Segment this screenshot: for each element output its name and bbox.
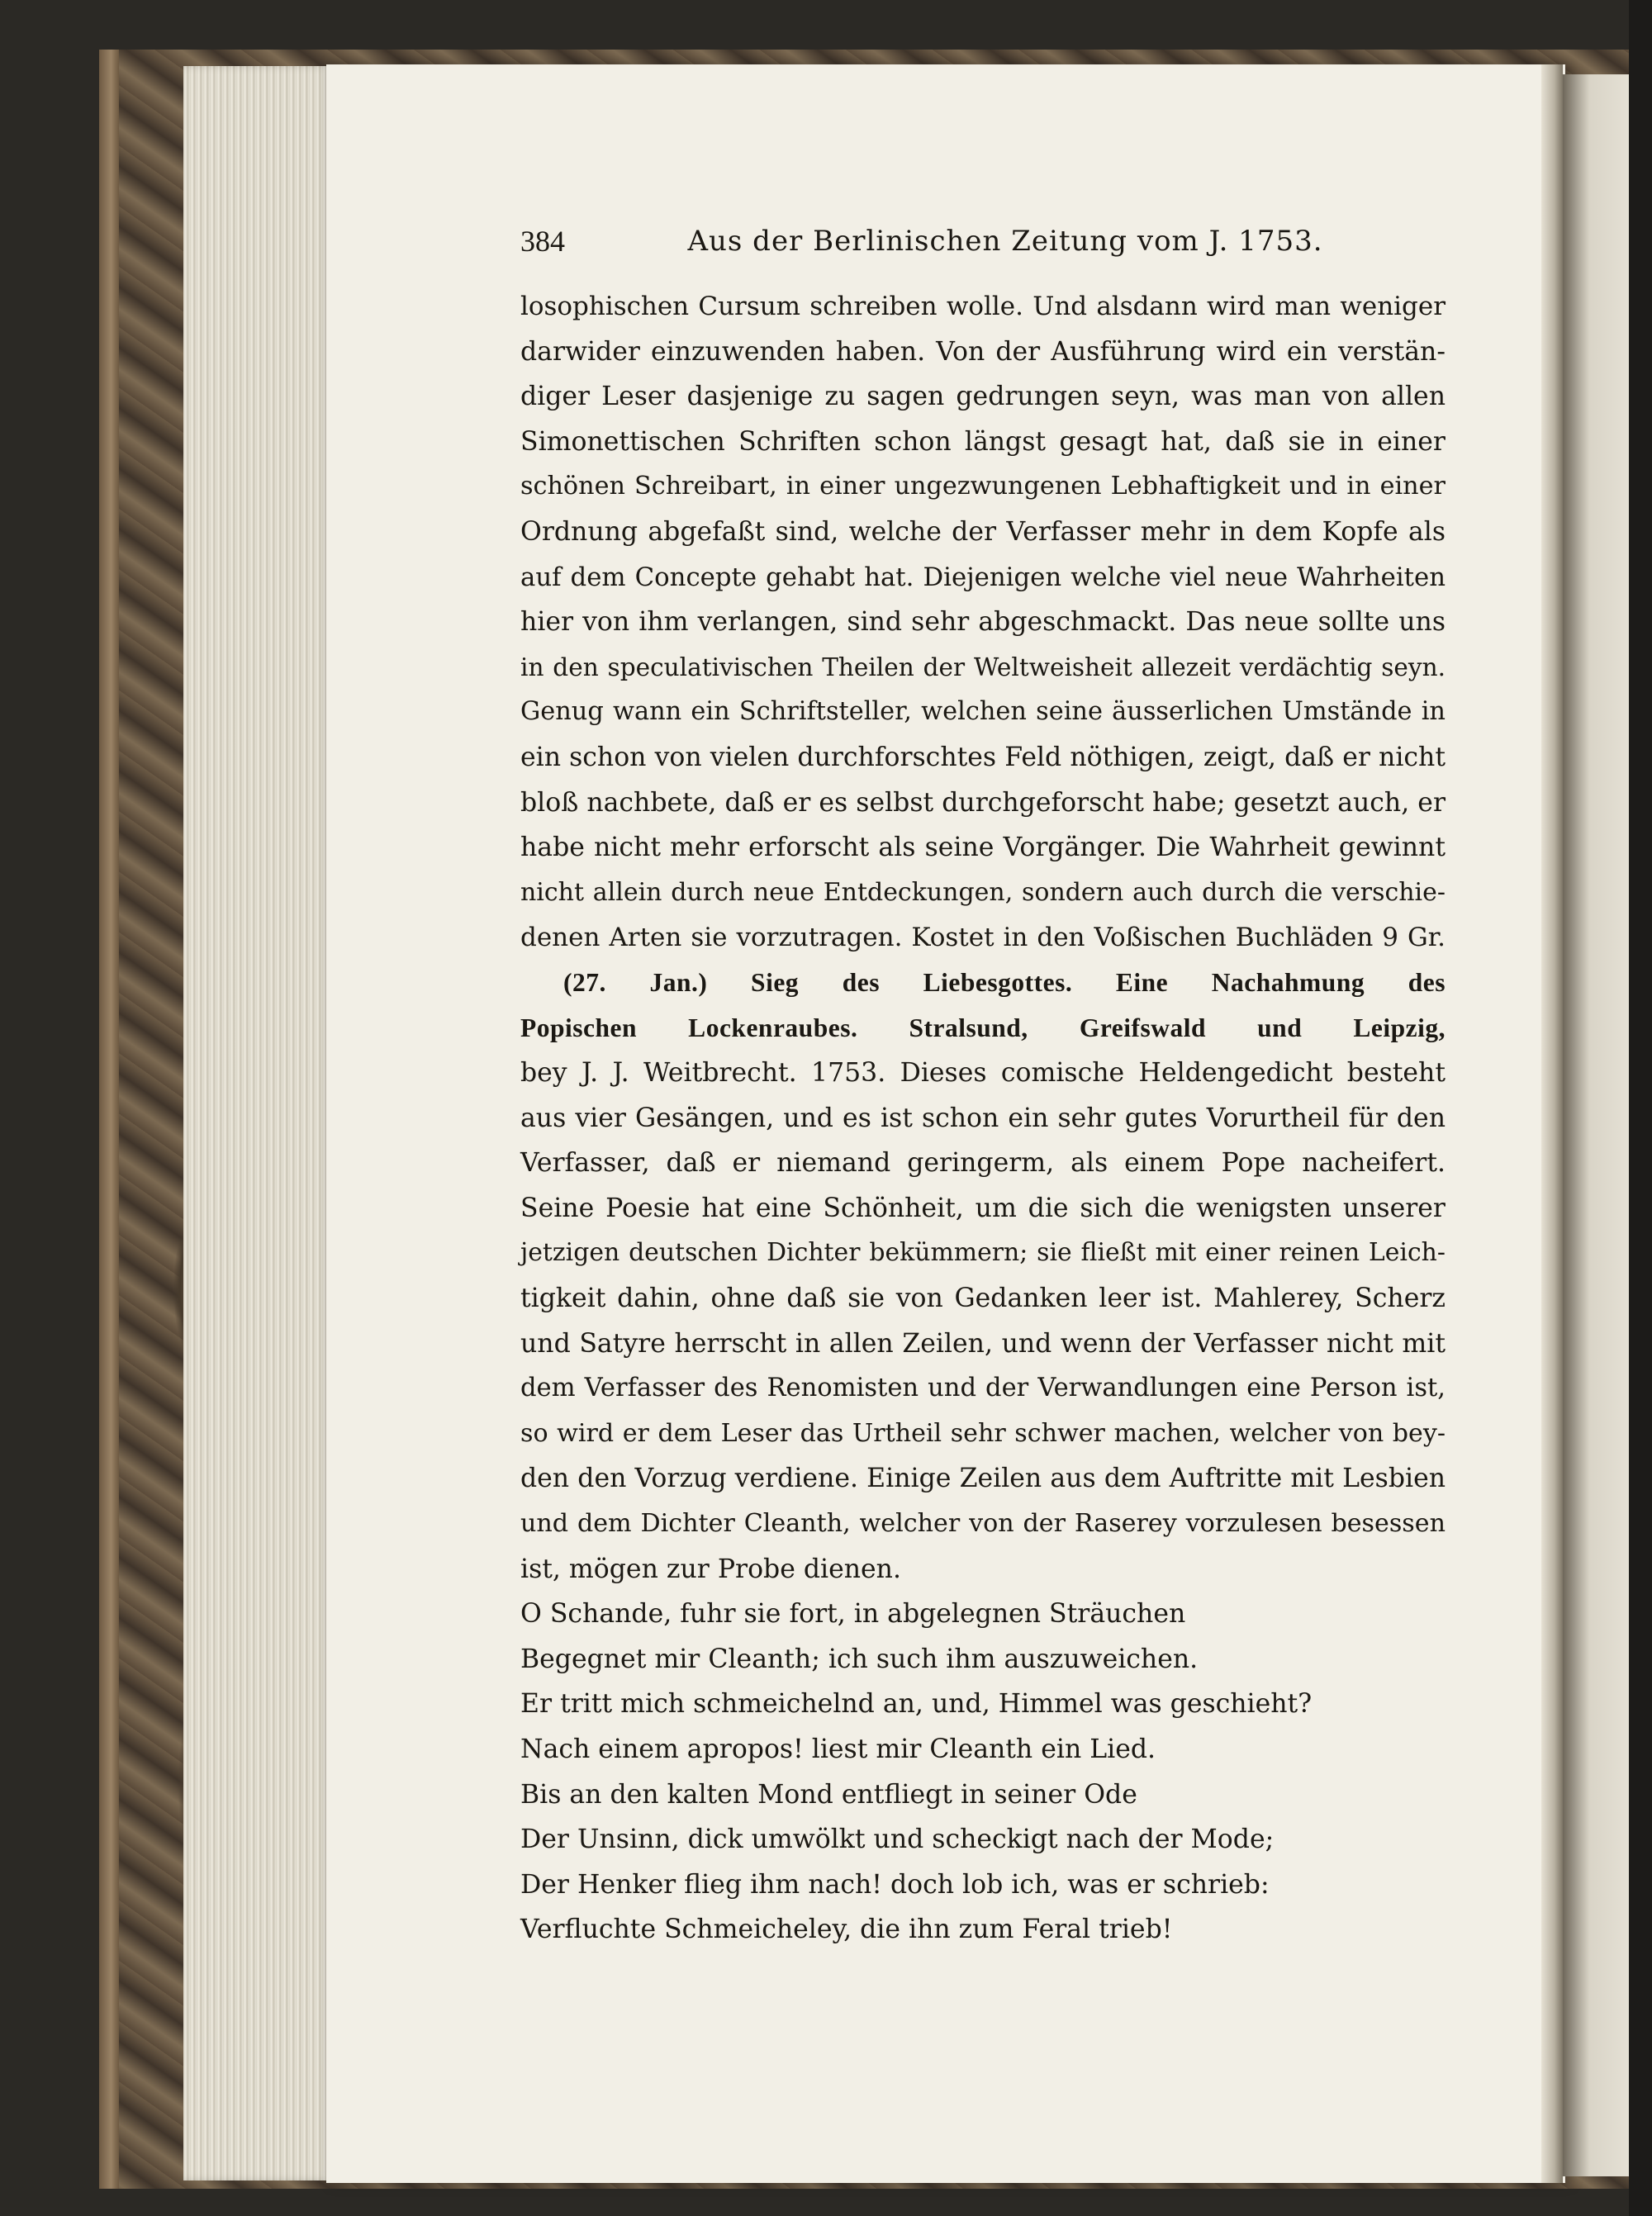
text-line: jetzigen deutschen Dichter bekümmern; sie fließt mit einer reinen Leich- — [520, 1238, 1446, 1268]
text-line: in den speculativischen Theilen der Weltweisheit allezeit verdächtig seyn. — [520, 652, 1446, 681]
text-line: dem Verfasser des Renomisten und der Verwandlungen eine Person ist, — [520, 1374, 1446, 1403]
running-title: Aus der Berlinischen Zeitung vom J. 1753. — [687, 225, 1323, 258]
text-line: bey J. J. Weitbrecht. 1753. Dieses comische Heldengedicht besteht — [520, 1058, 1446, 1089]
verse-line: Nach einem apropos! liest mir Cleanth ein Lied. — [520, 1734, 1156, 1764]
text-line: ein schon von vielen durchforschtes Feld nöthigen, zeigt, daß er nicht — [520, 742, 1446, 772]
page-number: 384 — [520, 225, 565, 258]
text-line: nicht allein durch neue Entdeckungen, sondern auch durch die verschie- — [520, 877, 1446, 907]
text-line: bloß nachbete, daß er es selbst durchgeforscht habe; gesetzt auch, er — [520, 787, 1446, 818]
verse-line: O Schande, fuhr sie fort, in abgelegnen Sträuchen — [520, 1599, 1186, 1630]
verse-line: Bis an den kalten Mond entfliegt in seiner Ode — [520, 1779, 1137, 1810]
text-line: Simonettischen Schriften schon längst gesagt hat, daß sie in einer — [520, 426, 1446, 457]
text-line: den den Vorzug verdiene. Einige Zeilen aus dem Auftritte mit Lesbien — [520, 1464, 1446, 1494]
running-head — [520, 216, 1446, 266]
verse-quotation — [520, 1592, 1446, 1953]
text-line: schönen Schreibart, in einer ungezwungenen Lebhaftigkeit und in einer — [520, 472, 1446, 501]
text-line: tigkeit dahin, ohne daß sie von Gedanken leer ist. Mahlerey, Scherz — [520, 1284, 1446, 1314]
cover-spine-edge — [99, 50, 119, 2189]
text-line: auf dem Concepte gehabt hat. Diejenigen welche viel neue Wahrheiten — [520, 562, 1446, 592]
page-block-edges — [183, 66, 332, 2180]
verse-line: Begegnet mir Cleanth; ich such ihm auszuweichen. — [520, 1644, 1199, 1674]
page-gutter — [1541, 64, 1563, 2183]
text-line: losophischen Cursum schreiben wolle. Und alsdann wird man weniger — [520, 292, 1446, 321]
review-heading-line: Popischen Lockenraubes. Stralsund, Greifswald und Leipzig, — [520, 1013, 1446, 1042]
page-text-block — [520, 216, 1446, 1953]
scan-border — [1629, 0, 1652, 2216]
text-line: habe nicht mehr erforscht als seine Vorgänger. Die Wahrheit gewinnt — [520, 833, 1446, 863]
text-line: darwider einzuwenden haben. Von der Ausführung wird ein verstän- — [520, 336, 1446, 367]
text-line: aus vier Gesängen, und es ist schon ein sehr gutes Vorurtheil für den — [520, 1103, 1446, 1133]
text-line: und Satyre herrscht in allen Zeilen, und wenn der Verfasser nicht mit — [520, 1328, 1446, 1359]
verse-line: Der Henker flieg ihm nach! doch lob ich, was er schrieb: — [520, 1869, 1270, 1900]
text-line: Verfasser, daß er niemand geringerm, als einem Pope nacheifert. — [520, 1148, 1446, 1179]
review-heading-line: (27. Jan.) Sieg des Liebesgottes. Eine Nachahmung des — [563, 967, 1446, 997]
body-text — [520, 284, 1446, 1592]
text-line: und dem Dichter Cleanth, welcher von der Raserey vorzulesen besessen — [520, 1509, 1446, 1539]
verse-line: Der Unsinn, dick umwölkt und scheckigt nach der Mode; — [520, 1825, 1275, 1855]
text-line: Seine Poesie hat eine Schönheit, um die sich die wenigsten unserer — [520, 1193, 1446, 1223]
text-line: ist, mögen zur Probe dienen. — [520, 1554, 901, 1584]
text-line: Genug wann ein Schriftsteller, welchen seine äusserlichen Umstände in — [520, 697, 1446, 727]
text-line: diger Leser dasjenige zu sagen gedrungen seyn, was man von allen — [520, 382, 1446, 412]
text-line: Ordnung abgefaßt sind, welche der Verfasser mehr in dem Kopfe als — [520, 516, 1446, 547]
text-line: hier von ihm verlangen, sind sehr abgeschmackt. Das neue sollte uns — [520, 607, 1446, 638]
verse-line: Er tritt mich schmeichelnd an, und, Himmel was geschieht? — [520, 1689, 1313, 1720]
text-line: denen Arten sie vorzutragen. Kostet in den Voßischen Buchläden 9 Gr. — [520, 923, 1446, 953]
verse-line: Verfluchte Schmeicheley, die ihn zum Feral trieb! — [520, 1915, 1173, 1945]
text-line: so wird er dem Leser das Urtheil sehr schwer machen, welcher von bey- — [520, 1418, 1446, 1448]
